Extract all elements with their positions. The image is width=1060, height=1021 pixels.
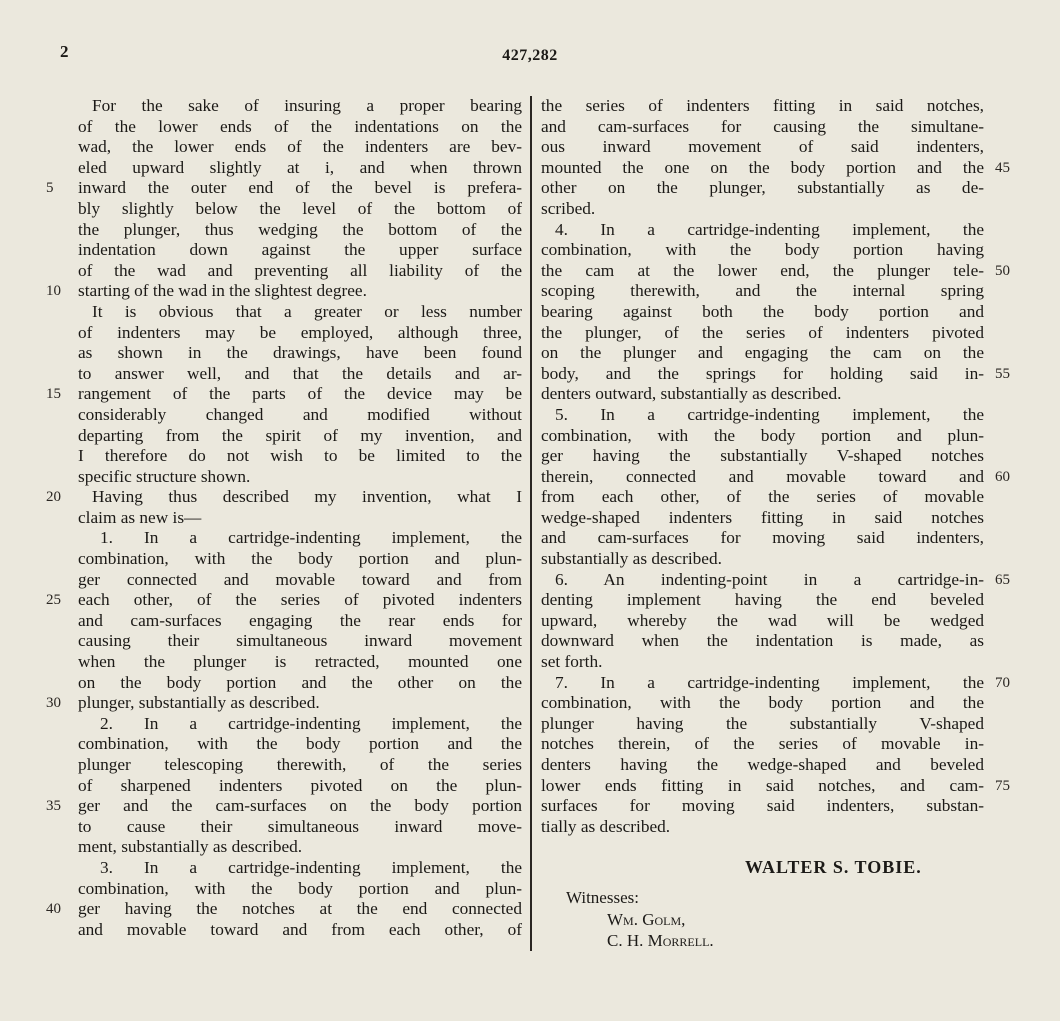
text-line: ger having the substantially V-shaped notches xyxy=(541,446,984,466)
line-number: 60 xyxy=(995,468,1010,485)
line-number: 55 xyxy=(995,365,1010,382)
text-line: therein, connected and movable toward and xyxy=(541,466,984,486)
text-line: rangement of the parts of the device may be xyxy=(78,384,522,404)
text-line: 2. In a cartridge-indenting implement, the xyxy=(100,713,522,733)
text-line: denters having the wedge-shaped and beveled xyxy=(541,755,984,774)
text-line: upward, whereby the wad will be wedged xyxy=(541,610,984,630)
text-line: plunger, substantially as described. xyxy=(78,693,320,713)
line-number: 45 xyxy=(995,159,1010,176)
text-line: For the sake of insuring a proper bearing xyxy=(92,96,522,115)
text-line: denters outward, substantially as described. xyxy=(541,384,842,404)
line-number: 10 xyxy=(46,283,61,300)
text-line: tially as described. xyxy=(541,816,671,836)
text-line: starting of the wad in the slightest degree. xyxy=(78,281,367,301)
page-number: 2 xyxy=(60,42,69,61)
text-line: indentation down against the upper surface xyxy=(78,240,522,260)
text-line: 1. In a cartridge-indenting implement, the xyxy=(100,528,522,548)
text-line: mounted the one on the body portion and the xyxy=(541,157,984,177)
text-line: and cam-surfaces for causing the simultane- xyxy=(541,116,984,136)
witness-name: Wm. Golm, xyxy=(607,910,686,929)
text-line: combination, with the body portion and plun- xyxy=(78,878,522,898)
text-line: ger having the notches at the end connected xyxy=(78,899,522,919)
text-line: on the plunger and engaging the cam on the xyxy=(541,343,984,363)
text-line: combination, with the body portion having xyxy=(541,240,984,260)
text-line: the plunger, thus wedging the bottom of the xyxy=(78,219,522,239)
text-line: departing from the spirit of my invention, and xyxy=(78,425,522,445)
text-line: ous inward movement of said indenters, xyxy=(541,137,984,157)
witness-name: C. H. Morrell. xyxy=(607,931,714,950)
text-line: 3. In a cartridge-indenting implement, the xyxy=(100,857,522,877)
text-line: and movable toward and from each other, of xyxy=(78,919,522,939)
text-line: plunger telescoping therewith, of the series xyxy=(78,755,522,774)
text-line: of the lower ends of the indentations on the xyxy=(78,116,522,136)
text-line: each other, of the series of pivoted indenters xyxy=(78,590,522,610)
text-line: Having thus described my invention, what I xyxy=(92,487,522,507)
column-divider xyxy=(530,96,532,951)
text-line: ger and the cam-surfaces on the body portion xyxy=(78,796,522,816)
text-line: inward the outer end of the bevel is prefera- xyxy=(78,178,522,198)
text-line: as shown in the drawings, have been found xyxy=(78,343,522,363)
text-line: combination, with the body portion and the xyxy=(541,693,984,713)
text-line: It is obvious that a greater or less number xyxy=(92,301,522,321)
line-number: 50 xyxy=(995,262,1010,279)
patent-number: 427,282 xyxy=(502,47,558,64)
text-line: from each other, of the series of movable xyxy=(541,487,984,507)
line-number: 25 xyxy=(46,592,61,609)
text-line: combination, with the body portion and plun- xyxy=(541,425,984,445)
line-number: 15 xyxy=(46,386,61,403)
text-line: scoping therewith, and the internal spring xyxy=(541,281,984,301)
witnesses-label: Witnesses: xyxy=(566,888,639,907)
text-line: of the wad and preventing all liability of the xyxy=(78,260,522,280)
text-line: substantially as described. xyxy=(541,549,722,569)
text-line: bly slightly below the level of the bottom of xyxy=(78,198,522,218)
right-text-column xyxy=(541,96,984,837)
text-line: on the body portion and the other on the xyxy=(78,672,522,692)
line-number: 65 xyxy=(995,571,1010,588)
text-line: the series of indenters fitting in said notches, xyxy=(541,96,984,115)
text-line: specific structure shown. xyxy=(78,466,251,486)
text-line: scribed. xyxy=(541,198,596,218)
text-line: downward when the indentation is made, as xyxy=(541,631,984,651)
text-line: ger connected and movable toward and from xyxy=(78,569,522,589)
text-line: and cam-surfaces engaging the rear ends for xyxy=(78,610,522,630)
text-line: wad, the lower ends of the indenters are bev- xyxy=(78,137,522,157)
text-line: combination, with the body portion and the xyxy=(78,734,522,754)
text-line: 6. An indenting-point in a cartridge-in- xyxy=(555,569,984,589)
text-line: 5. In a cartridge-indenting implement, the xyxy=(555,404,984,424)
text-line: notches therein, of the series of movable in- xyxy=(541,734,984,754)
text-line: and cam-surfaces for moving said indenters, xyxy=(541,528,984,548)
text-line: I therefore do not wish to be limited to the xyxy=(78,446,522,466)
text-line: the plunger, of the series of indenters pivoted xyxy=(541,322,984,342)
text-line: considerably changed and modified without xyxy=(78,404,522,424)
line-number: 35 xyxy=(46,798,61,815)
text-line: plunger having the substantially V-shaped xyxy=(541,713,984,733)
line-number: 70 xyxy=(995,674,1010,691)
signature: WALTER S. TOBIE. xyxy=(745,857,922,877)
text-line: eled upward slightly at i, and when thrown xyxy=(78,157,522,177)
line-number: 30 xyxy=(46,695,61,712)
text-line: lower ends fitting in said notches, and cam- xyxy=(541,775,984,795)
text-line: causing their simultaneous inward movement xyxy=(78,631,522,651)
text-line: body, and the springs for holding said in- xyxy=(541,363,984,383)
text-line: when the plunger is retracted, mounted one xyxy=(78,652,522,672)
text-line: 7. In a cartridge-indenting implement, the xyxy=(555,672,984,692)
text-line: surfaces for moving said indenters, substan- xyxy=(541,796,984,816)
text-line: other on the plunger, substantially as de- xyxy=(541,178,984,198)
text-line: of indenters may be employed, although three, xyxy=(78,322,522,342)
text-line: combination, with the body portion and plun- xyxy=(78,549,522,569)
left-text-column xyxy=(78,96,522,940)
text-line: 4. In a cartridge-indenting implement, the xyxy=(555,219,984,239)
text-line: to cause their simultaneous inward move- xyxy=(78,816,522,836)
line-number: 75 xyxy=(995,777,1010,794)
line-number: 20 xyxy=(46,489,61,506)
text-line: of sharpened indenters pivoted on the plun- xyxy=(78,775,522,795)
text-line: set forth. xyxy=(541,652,603,672)
text-line: to answer well, and that the details and ar- xyxy=(78,363,522,383)
text-line: ment, substantially as described. xyxy=(78,837,303,857)
line-number: 5 xyxy=(46,180,54,197)
text-line: denting implement having the end beveled xyxy=(541,590,984,610)
text-line: bearing against both the body portion and xyxy=(541,301,984,321)
text-line: the cam at the lower end, the plunger tele- xyxy=(541,260,984,280)
text-line: claim as new is— xyxy=(78,507,202,527)
text-line: wedge-shaped indenters fitting in said notches xyxy=(541,507,984,527)
line-number: 40 xyxy=(46,901,61,918)
